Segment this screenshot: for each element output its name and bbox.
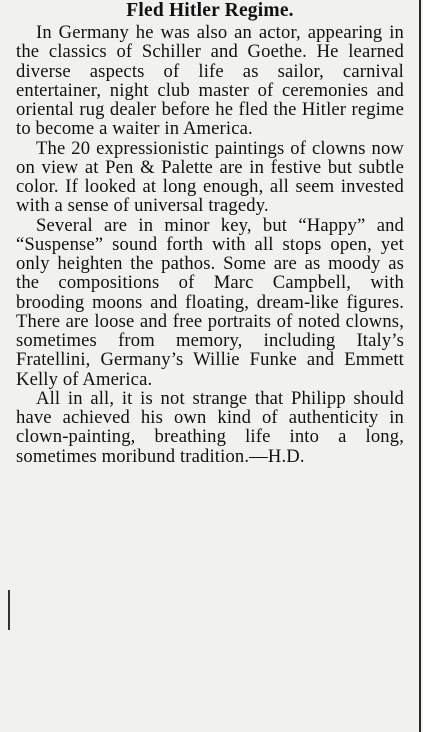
column-rule — [419, 0, 421, 732]
paragraph-minor-key: Several are in minor key, but “Happy” and “Suspense” sound forth with all stops open, yet only heighten the pathos. Some are as moody as the compositions of Marc Campbell, with brooding moons and floating, dream-like figures. There are loose and free portraits of noted clowns, sometimes from memory, including Italy’s Fratellini, Germany’s Willie Funke and Emmett Kelly of America. — [16, 214, 404, 390]
paragraph-conclusion: All in all, it is not strange that Philipp should have achieved his own kind of authenticity in clown-painting, breathing life into a long, sometimes moribund tradition.—H.D. — [16, 387, 404, 467]
paragraph-paintings: The 20 expressionistic paintings of clowns now on view at Pen & Palette are in festive but subtle color. If looked at long enough, all seem invested with a sense of universal tragedy. — [16, 137, 404, 217]
paragraph-background: In Germany he was also an actor, appearing in the classics of Schiller and Goethe. He learned diverse aspects of life as sailor, carnival entertainer, night club master of ceremonies and oriental rug dealer before he fled the Hitler regime to become a waiter in America. — [16, 22, 404, 140]
article-headline: Fled Hitler Regime. — [126, 0, 294, 21]
article-body — [16, 0, 404, 466]
column-edge-mark — [0, 590, 10, 630]
